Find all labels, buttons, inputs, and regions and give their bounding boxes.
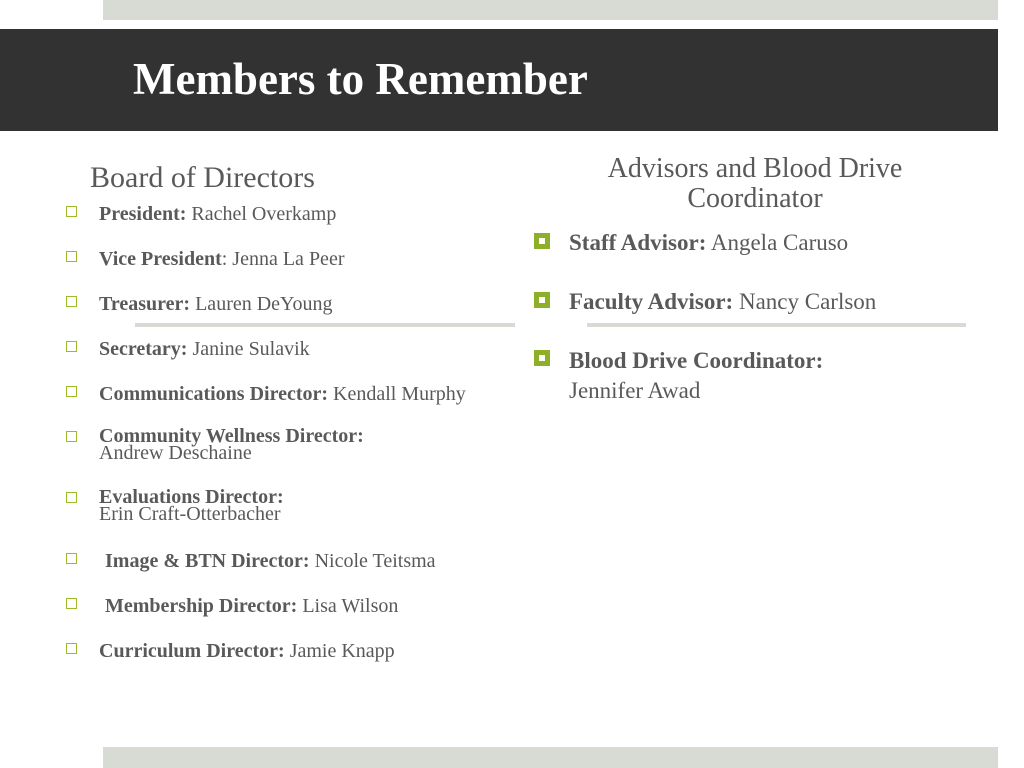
board-heading: Board of Directors [90,161,315,194]
advisor-item-label: Blood Drive Coordinator: [569,348,824,373]
board-item-president [99,201,336,227]
advisor-item-label: Staff Advisor: [569,230,707,255]
board-item-label: President: [99,203,187,225]
filled-square-bullet-icon [534,350,550,366]
board-item-name: Andrew Deschaine [99,442,252,464]
board-item-name: Erin Craft-Otterbacher [99,503,281,525]
hollow-square-bullet-icon [66,296,77,307]
board-item-label: Community Wellness Director: [99,425,364,447]
board-item-name: Lisa Wilson [302,595,399,617]
board-item-communications [99,381,466,407]
board-item-curriculum [99,638,395,664]
advisor-item-name: Nancy Carlson [738,289,877,314]
hollow-square-bullet-icon [66,598,77,609]
advisor-item-blood-drive [569,346,823,406]
board-item-evaluations [99,486,284,525]
board-item-label: Communications Director: [99,383,329,405]
hollow-square-bullet-icon [66,386,77,397]
hollow-square-bullet-icon [66,492,77,503]
hollow-square-bullet-icon [66,206,77,217]
board-item-treasurer [99,291,333,317]
board-item-label: Curriculum Director: [99,640,285,662]
hollow-square-bullet-icon [66,341,77,352]
advisor-item-label: Faculty Advisor: [569,289,734,314]
board-item-community-wellness [99,425,364,464]
advisor-item-name: Jennifer Awad [569,378,701,403]
board-item-label: Image & BTN Director: [105,550,310,572]
hollow-square-bullet-icon [66,431,77,442]
board-item-name: Rachel Overkamp [191,203,337,225]
right-divider [587,323,966,327]
board-item-name: Janine Sulavik [192,338,310,360]
board-item-secretary [99,336,310,362]
board-item-name: Jamie Knapp [289,640,395,662]
advisor-item-name: Angela Caruso [710,230,849,255]
board-item-label: Secretary: [99,338,188,360]
board-item-label: Membership Director: [105,595,298,617]
advisor-item-faculty [569,287,876,317]
board-item-name: Lauren DeYoung [195,293,333,315]
filled-square-bullet-icon [534,233,550,249]
hollow-square-bullet-icon [66,251,77,262]
hollow-square-bullet-icon [66,553,77,564]
advisors-heading: Advisors and Blood Drive Coordinator [607,153,903,214]
board-item-label: Treasurer: [99,293,191,315]
bottom-decorative-band [103,747,998,768]
slide-title: Members to Remember [133,54,588,104]
hollow-square-bullet-icon [66,643,77,654]
board-item-name: Nicole Teitsma [314,550,436,572]
filled-square-bullet-icon [534,292,550,308]
board-item-label: Evaluations Director: [99,486,284,508]
board-item-image-btn [105,548,436,574]
board-item-membership [105,593,398,619]
board-item-label: Vice President [99,248,222,270]
advisor-item-staff [569,228,848,258]
top-decorative-band [103,0,998,20]
board-item-name: : Jenna La Peer [221,248,345,270]
board-item-vice-president [99,246,344,272]
left-divider [135,323,515,327]
board-item-name: Kendall Murphy [333,383,466,405]
